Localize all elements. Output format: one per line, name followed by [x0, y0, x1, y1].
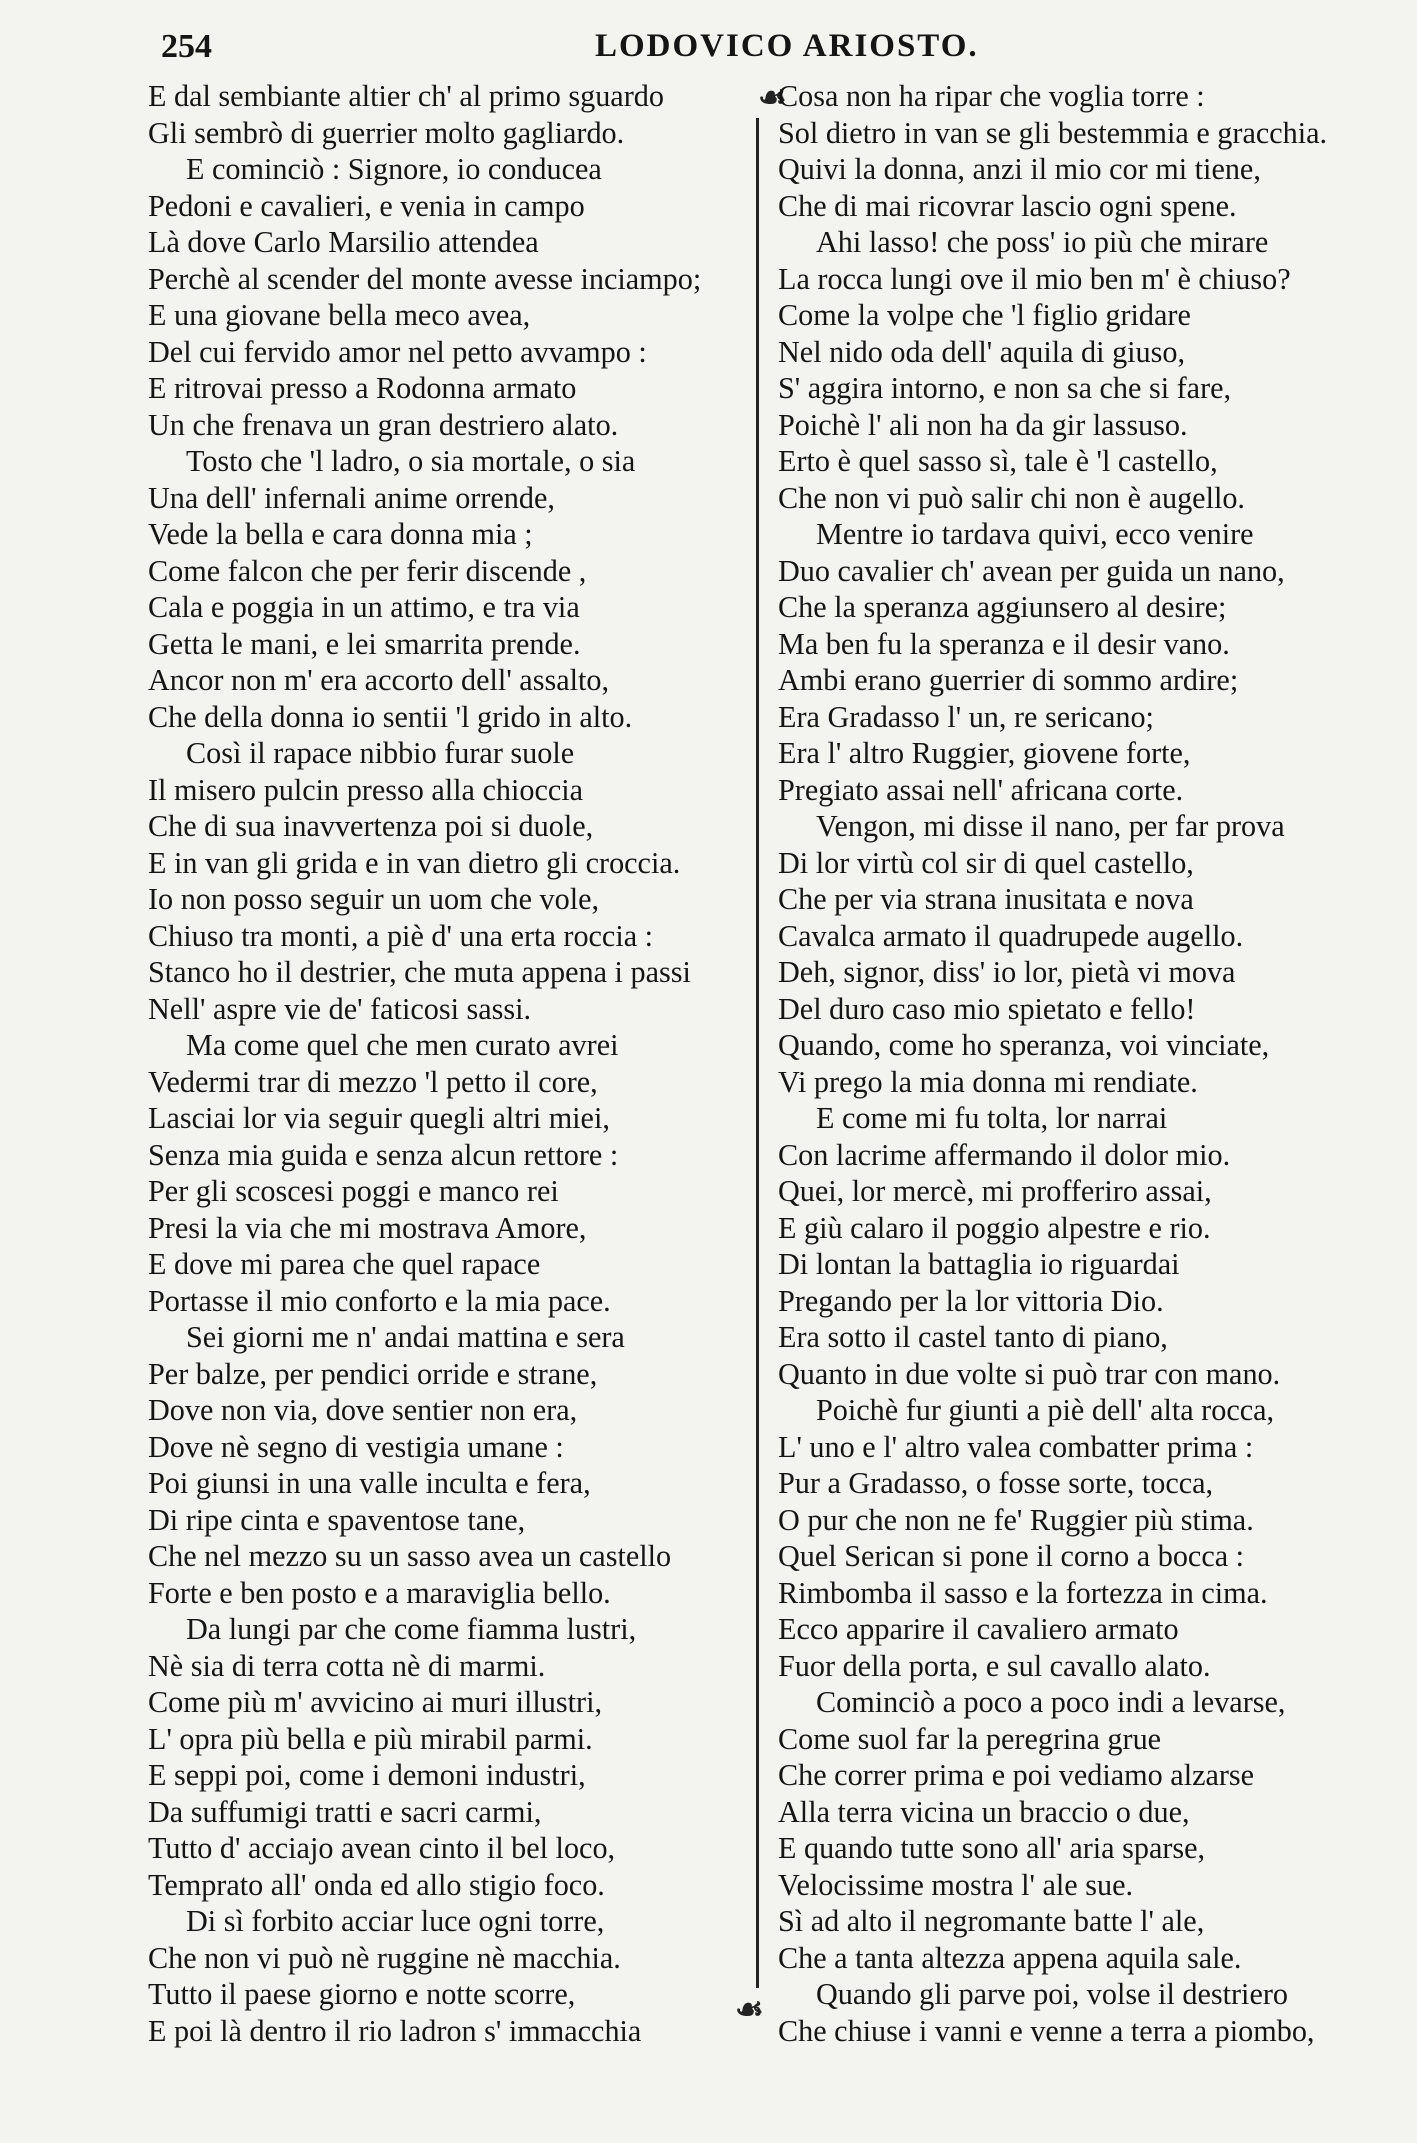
- ornament-bottom-icon: ☙: [735, 1991, 764, 2027]
- verse-line: Deh, signor, diss' io lor, pietà vi mova: [778, 955, 1236, 989]
- verse-line: Dove nè segno di vestigia umane :: [148, 1429, 564, 1464]
- verse-line: Ecco apparire il cavaliero armato: [778, 1612, 1179, 1646]
- verse-line: La rocca lungi ove il mio ben m' è chiuso?: [778, 261, 1291, 296]
- verse-line: E come mi fu tolta, lor narrai: [816, 1101, 1168, 1135]
- ornament-top-icon: ☙: [758, 79, 787, 115]
- verse-line: Presi la via che mi mostrava Amore,: [148, 1210, 587, 1245]
- running-title: LODOVICO ARIOSTO.: [595, 28, 979, 64]
- verse-line: Nel nido oda dell' aquila di giuso,: [778, 334, 1186, 369]
- verse-line: Mentre io tardava quivi, ecco venire: [816, 517, 1254, 551]
- verse-line: Cala e poggia in un attimo, e tra via: [148, 590, 580, 624]
- verse-line: Pregando per la lor vittoria Dio.: [778, 1283, 1164, 1318]
- verse-line: Temprato all' onda ed allo stigio foco.: [148, 1867, 605, 1902]
- verse-line: E seppi poi, come i demoni industri,: [148, 1758, 586, 1792]
- verse-line: Pedoni e cavalieri, e venia in campo: [148, 188, 585, 223]
- verse-line: Vedermi trar di mezzo 'l petto il core,: [148, 1064, 598, 1099]
- verse-line: Forte e ben posto e a maraviglia bello.: [148, 1575, 611, 1610]
- verse-line: Come più m' avvicino ai muri illustri,: [148, 1685, 603, 1719]
- verse-line: E dove mi parea che quel rapace: [148, 1247, 541, 1281]
- verse-line: E una giovane bella meco avea,: [148, 298, 531, 332]
- verse-line: Vengon, mi disse il nano, per far prova: [816, 809, 1285, 843]
- verse-line: Ma come quel che men curato avrei: [186, 1028, 619, 1062]
- verse-line: S' aggira intorno, e non sa che si fare,: [778, 371, 1232, 405]
- verse-line: Come falcon che per ferir discende ,: [148, 553, 587, 588]
- verse-line: Erto è quel sasso sì, tale è 'l castello,: [778, 444, 1218, 478]
- verse-line: Che chiuse i vanni e venne a terra a piombo,: [778, 2013, 1315, 2048]
- left-column: [148, 78, 768, 2049]
- verse-line: E quando tutte sono all' aria sparse,: [778, 1831, 1206, 1865]
- verse-line: Che della donna io sentii 'l grido in alto.: [148, 699, 633, 734]
- right-column: [778, 78, 1398, 2049]
- verse-line: Che correr prima e poi vediamo alzarse: [778, 1758, 1255, 1792]
- page-header: [155, 28, 1385, 74]
- verse-line: Quel Serican si pone il corno a bocca :: [778, 1539, 1245, 1573]
- verse-line: Che nel mezzo su un sasso avea un castello: [148, 1539, 672, 1573]
- verse-line: Che per via strana inusitata e nova: [778, 882, 1194, 916]
- verse-line: Tutto d' acciajo avean cinto il bel loco,: [148, 1831, 616, 1865]
- verse-line: Quando gli parve poi, volse il destriero: [816, 1977, 1288, 2011]
- verse-line: E ritrovai presso a Rodonna armato: [148, 371, 577, 405]
- verse-line: Che non vi può nè ruggine nè macchia.: [148, 1940, 621, 1975]
- verse-line: Sei giorni me n' andai mattina e sera: [186, 1320, 625, 1354]
- verse-line: Sì ad alto il negromante batte l' ale,: [778, 1904, 1205, 1938]
- verse-line: Poichè l' ali non ha da gir lassuso.: [778, 407, 1188, 442]
- verse-line: Duo cavalier ch' avean per guida un nano,: [778, 553, 1285, 588]
- verse-line: Quanto in due volte si può trar con mano.: [778, 1356, 1281, 1391]
- verse-line: Là dove Carlo Marsilio attendea: [148, 225, 539, 259]
- verse-line: Da suffumigi tratti e sacri carmi,: [148, 1794, 542, 1829]
- verse-line: Io non posso seguir un uom che vole,: [148, 882, 600, 916]
- verse-line: Lasciai lor via seguir quegli altri miei,: [148, 1101, 610, 1135]
- verse-line: Ancor non m' era accorto dell' assalto,: [148, 663, 610, 697]
- verse-line: Un che frenava un gran destriero alato.: [148, 407, 619, 442]
- verse-line: Tutto il paese giorno e notte scorre,: [148, 1977, 576, 2011]
- verse-line: Così il rapace nibbio furar suole: [186, 736, 575, 770]
- verse-line: Per balze, per pendici orride e strane,: [148, 1356, 598, 1391]
- verse-line: Poichè fur giunti a piè dell' alta rocca,: [816, 1393, 1275, 1427]
- verse-line: Era Gradasso l' un, re sericano;: [778, 699, 1154, 734]
- verse-line: Ambi erano guerrier di sommo ardire;: [778, 663, 1239, 697]
- verse-line: Che di sua inavvertenza poi si duole,: [148, 809, 594, 843]
- verse-line: Fuor della porta, e sul cavallo alato.: [778, 1648, 1211, 1683]
- verse-line: Dove non via, dove sentier non era,: [148, 1393, 578, 1427]
- verse-line: E cominciò : Signore, io conducea: [186, 152, 602, 186]
- verse-line: Cosa non ha ripar che voglia torre :: [778, 79, 1205, 113]
- verse-line: Velocissime mostra l' ale sue.: [778, 1867, 1134, 1902]
- verse-line: Del cui fervido amor nel petto avvampo :: [148, 334, 647, 369]
- verse-line: E giù calaro il poggio alpestre e rio.: [778, 1210, 1211, 1245]
- verse-line: Nè sia di terra cotta nè di marmi.: [148, 1648, 546, 1683]
- verse-line: Del duro caso mio spietato e fello!: [778, 991, 1196, 1026]
- verse-line: Pregiato assai nell' africana corte.: [778, 772, 1184, 807]
- verse-line: Una dell' infernali anime orrende,: [148, 480, 555, 515]
- page-number: 254: [161, 28, 212, 65]
- verse-line: L' uno e l' altro valea combatter prima :: [778, 1429, 1254, 1464]
- verse-line: Il misero pulcin presso alla chioccia: [148, 772, 584, 807]
- verse-line: Pur a Gradasso, o fosse sorte, tocca,: [778, 1466, 1214, 1500]
- verse-line: E poi là dentro il rio ladron s' immacchia: [148, 2013, 642, 2048]
- verse-line: L' opra più bella e più mirabil parmi.: [148, 1721, 593, 1756]
- verse-line: Che di mai ricovrar lascio ogni spene.: [778, 188, 1237, 223]
- verse-line: Getta le mani, e lei smarrita prende.: [148, 626, 581, 661]
- verse-line: Poi giunsi in una valle inculta e fera,: [148, 1466, 591, 1500]
- verse-line: Cominciò a poco a poco indi a levarse,: [816, 1685, 1286, 1719]
- verse-line: Era l' altro Ruggier, giovene forte,: [778, 736, 1191, 770]
- verse-line: Da lungi par che come fiamma lustri,: [186, 1612, 637, 1646]
- verse-line: Perchè al scender del monte avesse inciampo;: [148, 261, 702, 296]
- verse-line: Come la volpe che 'l figlio gridare: [778, 298, 1191, 332]
- verse-line: Ahi lasso! che poss' io più che mirare: [816, 225, 1269, 259]
- verse-line: Di ripe cinta e spaventose tane,: [148, 1502, 526, 1537]
- verse-line: Come suol far la peregrina grue: [778, 1721, 1162, 1756]
- verse-line: Che a tanta altezza appena aquila sale.: [778, 1940, 1242, 1975]
- verse-line: Senza mia guida e senza alcun rettore :: [148, 1137, 619, 1172]
- verse-line: Per gli scoscesi poggi e manco rei: [148, 1174, 559, 1208]
- verse-line: Cavalca armato il quadrupede augello.: [778, 918, 1244, 953]
- verse-line: Gli sembrò di guerrier molto gagliardo.: [148, 115, 625, 150]
- verse-line: Che la speranza aggiunsero al desire;: [778, 590, 1227, 624]
- verse-line: Nell' aspre vie de' faticosi sassi.: [148, 991, 532, 1026]
- verse-line: Ma ben fu la speranza e il desir vano.: [778, 626, 1230, 661]
- verse-line: Vi prego la mia donna mi rendiate.: [778, 1064, 1198, 1099]
- verse-line: E dal sembiante altier ch' al primo sguardo: [148, 79, 664, 113]
- verse-line: Era sotto il castel tanto di piano,: [778, 1320, 1168, 1354]
- verse-line: Vede la bella e cara donna mia ;: [148, 517, 533, 551]
- verse-line: Di lontan la battaglia io riguardai: [778, 1247, 1180, 1281]
- verse-line: Quei, lor mercè, mi profferiro assai,: [778, 1174, 1212, 1208]
- verse-line: Alla terra vicina un braccio o due,: [778, 1794, 1190, 1829]
- verse-line: Di sì forbito acciar luce ogni torre,: [186, 1904, 605, 1938]
- verse-line: Chiuso tra monti, a piè d' una erta roccia :: [148, 918, 654, 953]
- verse-line: Sol dietro in van se gli bestemmia e gracchia.: [778, 115, 1328, 150]
- column-divider: [756, 118, 759, 1988]
- verse-line: Stanco ho il destrier, che muta appena i passi: [148, 955, 691, 989]
- verse-line: Tosto che 'l ladro, o sia mortale, o sia: [186, 444, 636, 478]
- verse-line: Con lacrime affermando il dolor mio.: [778, 1137, 1231, 1172]
- verse-line: Quando, come ho speranza, voi vinciate,: [778, 1028, 1270, 1062]
- verse-line: E in van gli grida e in van dietro gli croccia.: [148, 845, 681, 880]
- verse-line: O pur che non ne fe' Ruggier più stima.: [778, 1502, 1254, 1537]
- verse-line: Che non vi può salir chi non è augello.: [778, 480, 1245, 515]
- verse-line: Portasse il mio conforto e la mia pace.: [148, 1283, 611, 1318]
- verse-line: Rimbomba il sasso e la fortezza in cima.: [778, 1575, 1268, 1610]
- verse-line: Di lor virtù col sir di quel castello,: [778, 845, 1194, 880]
- verse-line: Quivi la donna, anzi il mio cor mi tiene,: [778, 152, 1261, 186]
